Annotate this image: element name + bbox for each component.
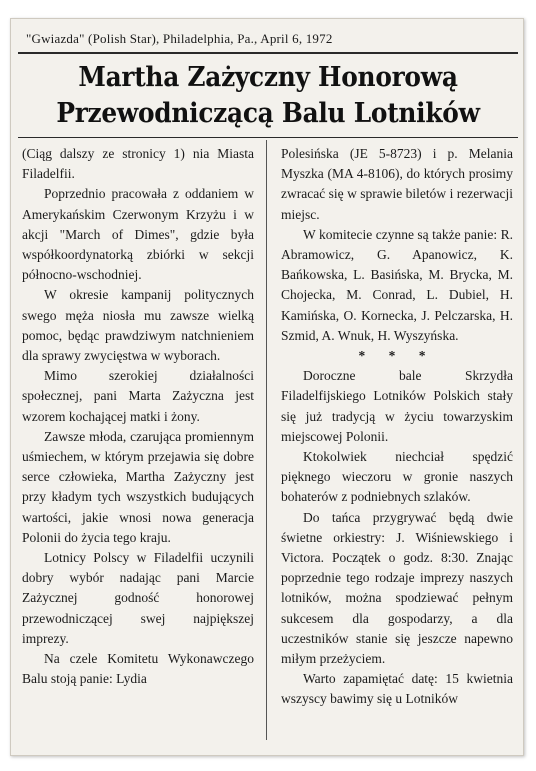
- paragraph: Do tańca przygrywać będą dwie świetne orkiestry: J. Wiśniewskiego i Victora. Początek o godz. 8:30. Znając poprzednie tego rodzaje imprezy naszych lotników, można spodziewać pełnym sukcesem dla gospodarzy, a dla uczestników stanie się jeszcze napewno miłym przeżyciem.: [281, 509, 513, 667]
- headline-line-2: Przewodniczącą Balu Lotników: [56, 98, 480, 129]
- paragraph: Poprzednio pracowała z oddaniem w Amerykańskim Czerwonym Krzyżu i w akcji "March of Dimes", gdzie była współkoordynatorką zbiórki w sekcji północno-wschodniej.: [22, 186, 254, 283]
- left-column: [22, 144, 254, 689]
- masthead: "Gwiazda" (Polish Star), Philadelphia, Pa., April 6, 1972: [26, 31, 333, 46]
- right-column: [281, 144, 513, 710]
- paragraph: Mimo szerokiej działalności społecznej, pani Marta Zażyczna jest wzorem kochającej matki i żony.: [22, 368, 254, 424]
- top-rule: [18, 52, 518, 54]
- paragraph: Doroczne bale Skrzydła Filadelfijskiego Lotników Polskich stały się już tradycją w życiu towarzyskim miejscowej Polonii.: [281, 368, 513, 444]
- paragraph: Warto zapamiętać datę: 15 kwietnia wszyscy bawimy się u Lotników: [281, 671, 513, 707]
- headline-rule: [18, 137, 518, 138]
- paragraph: W okresie kampanij politycznych swego męża niosła mu zawsze wielką pomoc, będąc prawdziwym natchnieniem dla sprawy zwycięstwa w wyborach.: [22, 287, 254, 364]
- column-divider: [266, 140, 267, 740]
- paragraph: W komitecie czynne są także panie: R. Abramowicz, G. Apanowicz, K. Bańkowska, L. Basińska, M. Brycka, M. Chojecka, M. Conrad, L. Dubiel, H. Kamińska, O. Kornecka, J. Pelczarska, H. Szmid, A. Wnuk, H. Wyszyńska.: [281, 226, 513, 343]
- continuation-note: (Ciąg dalszy ze stronicy 1) nia Miasta Filadelfii.: [22, 146, 254, 182]
- headline-line-1: Martha Zażyczny Honorową: [78, 62, 458, 93]
- paragraph: Lotnicy Polscy w Filadelfii uczynili dobry wybór nadając pani Marcie Zażycznej godność honorowej przewodniczącej swej najpiększej imprezy.: [22, 550, 254, 646]
- paragraph: Ktokolwiek niechciał spędzić pięknego wieczoru w gronie naszych bohaterów z podniebnych szlaków.: [281, 449, 513, 505]
- paragraph: Polesińska (JE 5-8723) i p. Melania Myszka (MA 4-8106), do których prosimy zwracać się w sprawie biletów i rezerwacji miejsc.: [281, 146, 513, 222]
- paragraph: Zawsze młoda, czarująca promiennym uśmiechem, w którym przejawia się dobre serce człowieka, Martha Zażyczny jest przy kładym tych wszystkich budujących wartości, jakie wnosi nowa generacja Polonii do życia tego kraju.: [22, 428, 254, 545]
- section-separator: * * *: [358, 348, 436, 364]
- paragraph: Na czele Komitetu Wykonawczego Balu stoją panie: Lydia: [22, 651, 254, 687]
